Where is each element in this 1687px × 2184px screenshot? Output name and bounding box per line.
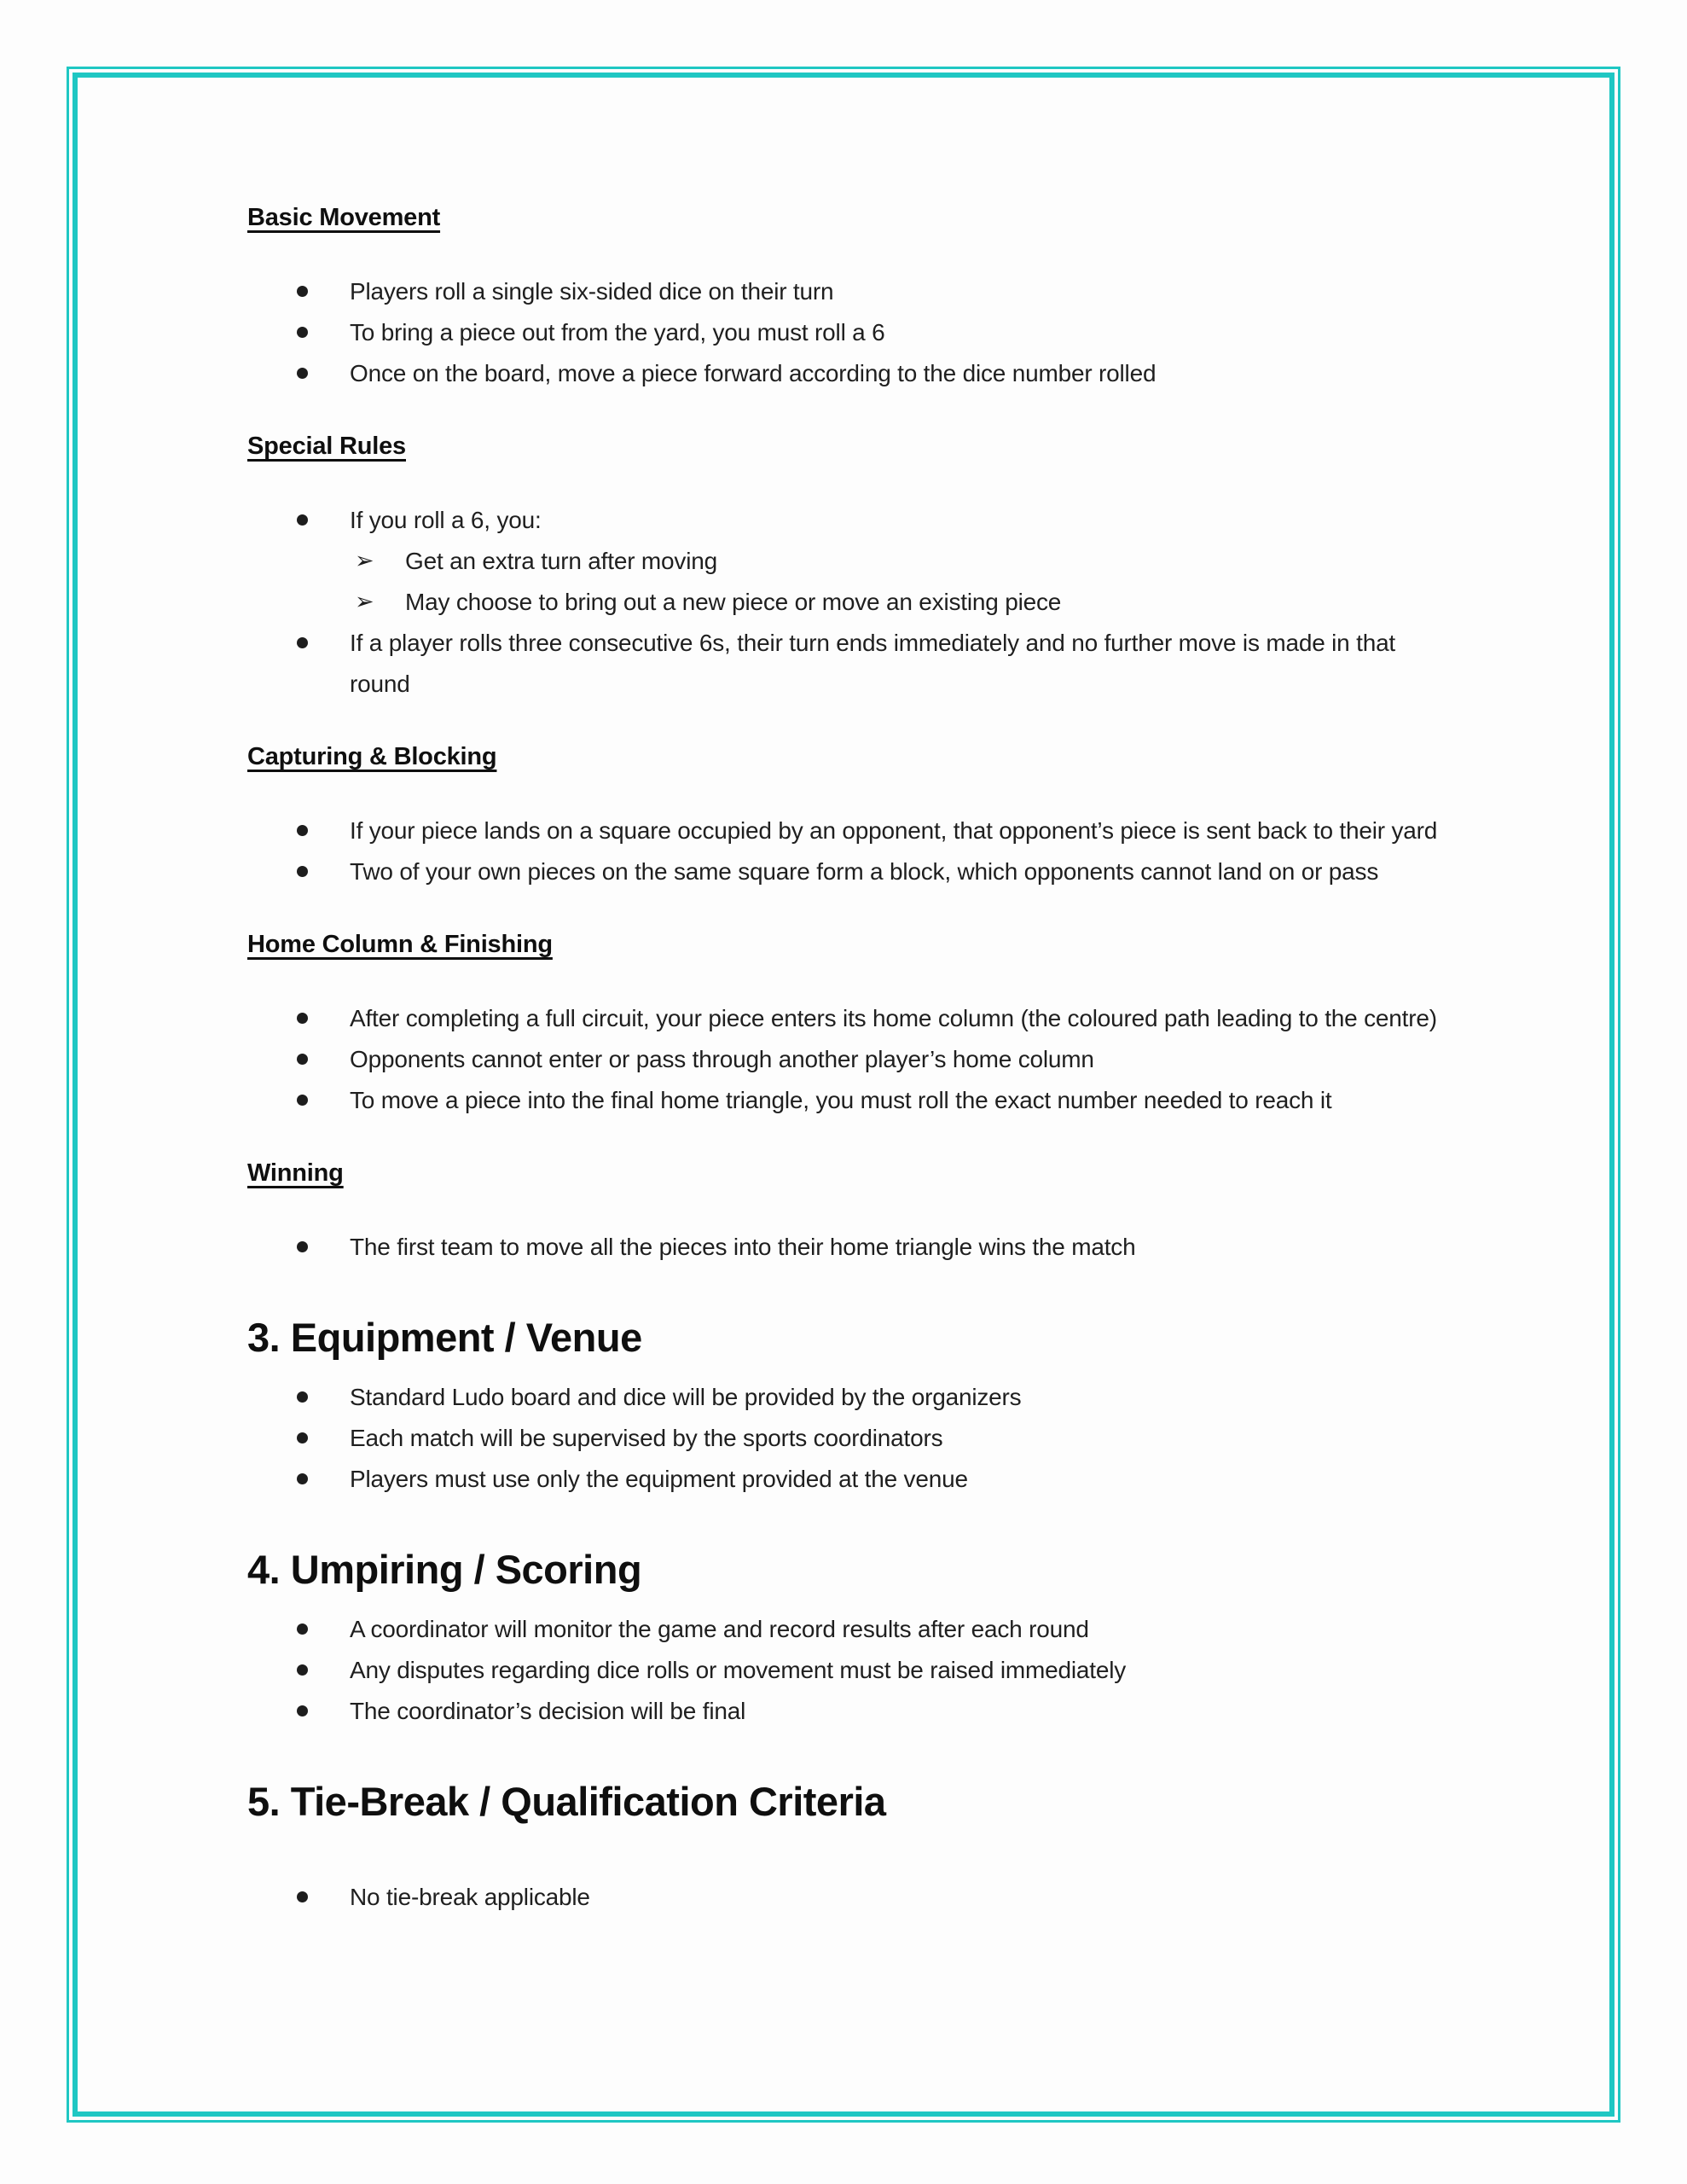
bullet-text: A coordinator will monitor the game and record results after each round bbox=[350, 1616, 1089, 1642]
bullet-item bbox=[247, 1609, 1450, 1650]
bullet-item bbox=[247, 1039, 1450, 1080]
bullet-dot-icon bbox=[297, 286, 308, 297]
bullet-dot-icon bbox=[297, 1432, 308, 1443]
bullet-item bbox=[247, 1459, 1450, 1500]
document-content bbox=[247, 0, 1450, 1918]
bullet-item bbox=[247, 1877, 1450, 1918]
bullet-text: Standard Ludo board and dice will be provided by the organizers bbox=[350, 1384, 1022, 1410]
bullet-text: If a player rolls three consecutive 6s, their turn ends immediately and no further move is made in that round bbox=[350, 630, 1396, 697]
bullet-item bbox=[247, 810, 1450, 851]
main-section-heading: 4. Umpiring / Scoring bbox=[247, 1547, 642, 1592]
bullet-text: If your piece lands on a square occupied by an opponent, that opponent’s piece is sent back to their yard bbox=[350, 817, 1438, 844]
bullet-list bbox=[247, 1377, 1450, 1500]
bullet-list bbox=[247, 1227, 1450, 1268]
bullet-item bbox=[247, 312, 1450, 353]
bullet-item bbox=[247, 1377, 1450, 1418]
sub-bullet-list bbox=[350, 541, 1450, 623]
bullet-text: To move a piece into the final home triangle, you must roll the exact number needed to reach it bbox=[350, 1087, 1332, 1113]
bullet-item bbox=[247, 271, 1450, 312]
bullet-text: Players roll a single six-sided dice on their turn bbox=[350, 278, 834, 305]
bullet-item bbox=[247, 1418, 1450, 1459]
sub-bullet-item bbox=[350, 541, 1450, 582]
bullet-text: Players must use only the equipment provided at the venue bbox=[350, 1466, 968, 1492]
bullet-dot-icon bbox=[297, 825, 308, 836]
bullet-list bbox=[247, 1877, 1450, 1918]
sub-bullet-arrow-icon: ➢ bbox=[355, 548, 374, 574]
bullet-list bbox=[247, 810, 1450, 892]
bullet-text: If you roll a 6, you: bbox=[350, 507, 542, 533]
sub-bullet-arrow-icon: ➢ bbox=[355, 589, 374, 615]
bullet-text: No tie-break applicable bbox=[350, 1884, 590, 1910]
bullet-dot-icon bbox=[297, 368, 308, 379]
bullet-dot-icon bbox=[297, 1391, 308, 1403]
sub-bullet-text: Get an extra turn after moving bbox=[405, 548, 717, 574]
bullet-item bbox=[247, 500, 1450, 623]
main-section-heading: 3. Equipment / Venue bbox=[247, 1315, 642, 1360]
bullet-item bbox=[247, 1227, 1450, 1268]
bullet-text: The first team to move all the pieces into their home triangle wins the match bbox=[350, 1234, 1136, 1260]
sub-bullet-text: May choose to bring out a new piece or move an existing piece bbox=[405, 589, 1062, 615]
bullet-dot-icon bbox=[297, 866, 308, 877]
bullet-text: The coordinator’s decision will be final bbox=[350, 1698, 746, 1724]
bullet-item bbox=[247, 353, 1450, 394]
bullet-dot-icon bbox=[297, 1013, 308, 1024]
bullet-dot-icon bbox=[297, 327, 308, 338]
bullet-item bbox=[247, 1080, 1450, 1121]
bullet-dot-icon bbox=[297, 514, 308, 526]
bullet-item bbox=[247, 623, 1450, 705]
main-section-heading: 5. Tie-Break / Qualification Criteria bbox=[247, 1779, 886, 1824]
bullet-dot-icon bbox=[297, 1623, 308, 1635]
bullet-text: After completing a full circuit, your piece enters its home column (the coloured path leading to the centre) bbox=[350, 1005, 1437, 1031]
bullet-item bbox=[247, 1691, 1450, 1732]
bullet-item bbox=[247, 1650, 1450, 1691]
bullet-dot-icon bbox=[297, 1664, 308, 1676]
bullet-text: Each match will be supervised by the sports coordinators bbox=[350, 1425, 943, 1451]
bullet-text: Two of your own pieces on the same square form a block, which opponents cannot land on or pass bbox=[350, 858, 1379, 885]
bullet-text: Once on the board, move a piece forward according to the dice number rolled bbox=[350, 360, 1157, 386]
bullet-list bbox=[247, 998, 1450, 1121]
bullet-dot-icon bbox=[297, 1241, 308, 1252]
bullet-text: Opponents cannot enter or pass through another player’s home column bbox=[350, 1046, 1094, 1072]
bullet-item bbox=[247, 998, 1450, 1039]
bullet-text: To bring a piece out from the yard, you must roll a 6 bbox=[350, 319, 885, 346]
bullet-dot-icon bbox=[297, 1891, 308, 1902]
sub-section-heading: Home Column & Finishing bbox=[247, 931, 553, 958]
sub-section-heading: Winning bbox=[247, 1159, 344, 1187]
bullet-item bbox=[247, 851, 1450, 892]
bullet-dot-icon bbox=[297, 1054, 308, 1065]
bullet-text: Any disputes regarding dice rolls or movement must be raised immediately bbox=[350, 1657, 1127, 1683]
sub-section-heading: Capturing & Blocking bbox=[247, 743, 497, 770]
sub-section-heading: Basic Movement bbox=[247, 204, 441, 231]
bullet-dot-icon bbox=[297, 1095, 308, 1106]
bullet-list bbox=[247, 271, 1450, 394]
bullet-list bbox=[247, 500, 1450, 705]
bullet-dot-icon bbox=[297, 1705, 308, 1716]
bullet-dot-icon bbox=[297, 637, 308, 648]
bullet-list bbox=[247, 1609, 1450, 1732]
sub-bullet-item bbox=[350, 582, 1450, 623]
sub-section-heading: Special Rules bbox=[247, 433, 406, 460]
bullet-dot-icon bbox=[297, 1473, 308, 1484]
